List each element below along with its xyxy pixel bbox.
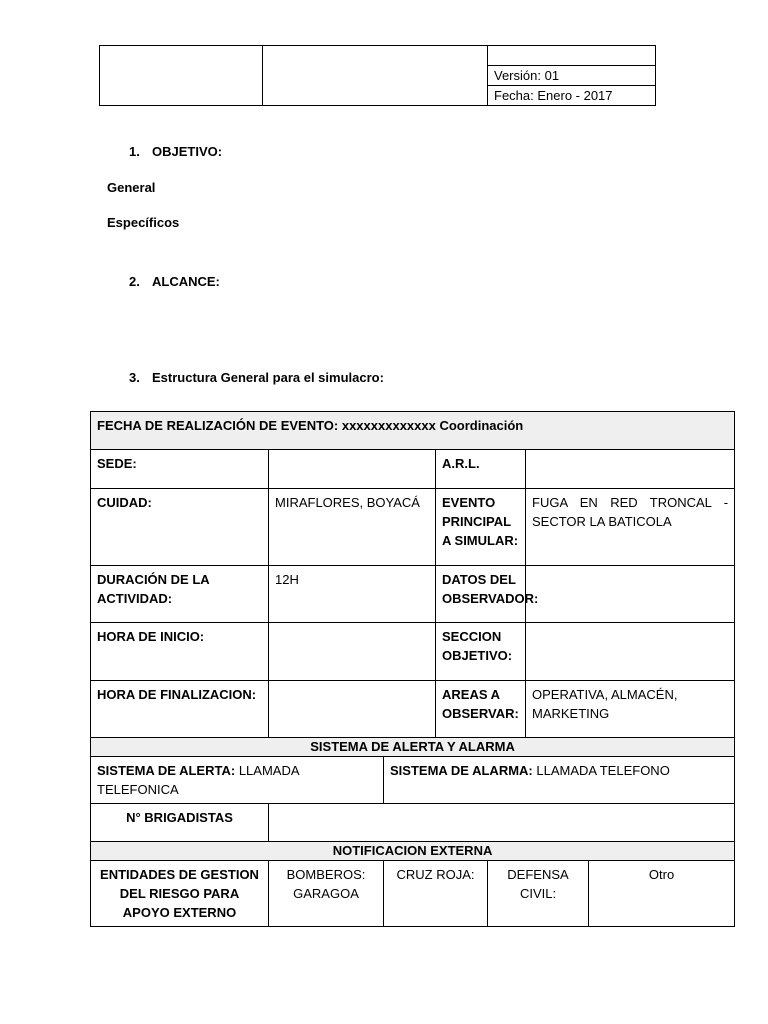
- duration-value: 12H: [269, 566, 436, 623]
- city-value: MIRAFLORES, BOYACÁ: [269, 489, 436, 566]
- defensa-civil-cell: DEFENSA CIVIL:: [488, 861, 589, 927]
- event-date-cell: FECHA DE REALIZACIÓN DE EVENTO: xxxxxxxxxxxxx Coordinación: [91, 412, 735, 450]
- otro-cell: Otro: [589, 861, 735, 927]
- logo-cell: [100, 46, 263, 106]
- arl-value: [526, 450, 735, 489]
- section-1-title: OBJETIVO:: [152, 144, 223, 159]
- sede-label: SEDE:: [91, 450, 269, 489]
- start-time-label: HORA DE INICIO:: [91, 623, 269, 681]
- duration-label: DURACIÓN DE LA ACTIVIDAD:: [91, 566, 269, 623]
- header-blank-cell: [488, 46, 656, 66]
- arl-label: A.R.L.: [436, 450, 526, 489]
- alert-label: SISTEMA DE ALERTA:: [97, 763, 236, 778]
- section-3-number: 3.: [129, 370, 140, 385]
- alert-system-cell: [91, 757, 384, 804]
- areas-value: OPERATIVA, ALMACÉN, MARKETING: [526, 681, 735, 738]
- title-cell: [263, 46, 488, 106]
- alert-value: LLAMADA TELEFONICA: [97, 763, 299, 797]
- simulation-structure-table: [90, 411, 735, 927]
- observer-label: DATOS DEL OBSERVADOR:: [436, 566, 526, 623]
- section-1-number: 1.: [129, 144, 140, 159]
- date-cell: Fecha: Enero - 2017: [488, 86, 656, 106]
- objective-general: General: [107, 180, 156, 195]
- section-objective-label: SECCION OBJETIVO:: [436, 623, 526, 681]
- main-event-value: FUGA EN RED TRONCAL - SECTOR LA BATICOLA: [526, 489, 735, 566]
- alarm-value: LLAMADA TELEFONO: [536, 763, 670, 778]
- city-label: CUIDAD:: [91, 489, 269, 566]
- section-objective-value: [526, 623, 735, 681]
- brigadistas-value: [269, 804, 735, 842]
- sede-value: [269, 450, 436, 489]
- section-2-number: 2.: [129, 274, 140, 289]
- section-3-title: Estructura General para el simulacro:: [152, 370, 384, 385]
- alarm-label: SISTEMA DE ALARMA:: [390, 763, 533, 778]
- entities-label: ENTIDADES DE GESTION DEL RIESGO PARA APOYO EXTERNO: [91, 861, 269, 927]
- main-event-label: EVENTO PRINCIPAL A SIMULAR:: [436, 489, 526, 566]
- cruz-roja-cell: CRUZ ROJA:: [384, 861, 488, 927]
- end-time-value: [269, 681, 436, 738]
- objective-specific: Específicos: [107, 215, 180, 230]
- bomberos-cell: BOMBEROS: GARAGOA: [269, 861, 384, 927]
- start-time-value: [269, 623, 436, 681]
- brigadistas-label: N° BRIGADISTAS: [91, 804, 269, 842]
- observer-value: [526, 566, 735, 623]
- external-notification-heading: NOTIFICACION EXTERNA: [91, 842, 735, 861]
- section-2-title: ALCANCE:: [152, 274, 220, 289]
- version-cell: Versión: 01: [488, 66, 656, 86]
- areas-label: AREAS A OBSERVAR:: [436, 681, 526, 738]
- document-header: [99, 45, 656, 106]
- end-time-label: HORA DE FINALIZACION:: [91, 681, 269, 738]
- alert-system-heading: SISTEMA DE ALERTA Y ALARMA: [91, 738, 735, 757]
- alarm-system-cell: [384, 757, 735, 804]
